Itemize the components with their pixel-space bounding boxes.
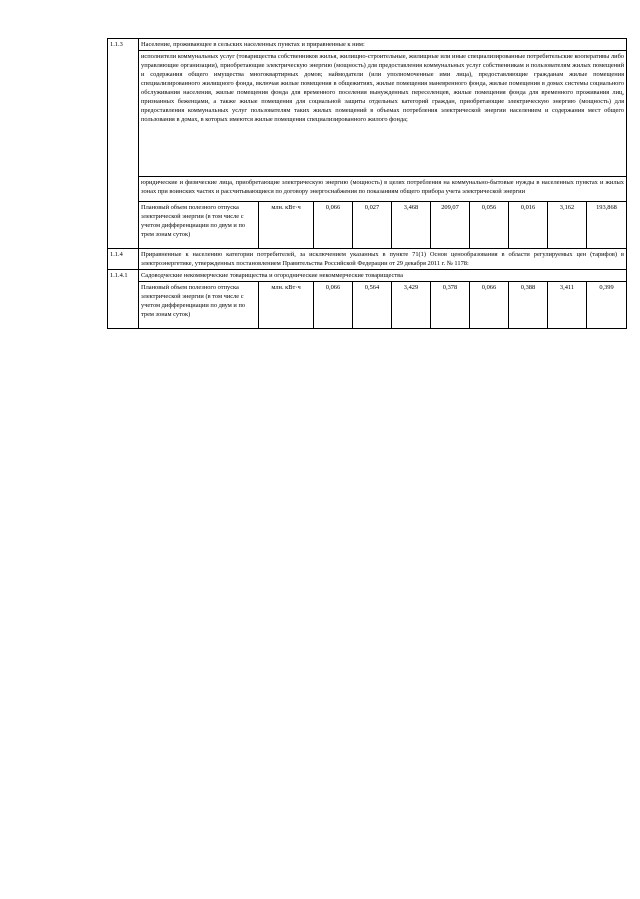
- value-cell: 0,388: [509, 282, 548, 329]
- row-number: 1.1.4: [108, 249, 139, 270]
- value-cell: 0,016: [509, 202, 548, 249]
- value-cell: 0,027: [353, 202, 392, 249]
- value-cell: 0,056: [470, 202, 509, 249]
- value-cell: 0,378: [431, 282, 470, 329]
- section-heading: Садоводческие некоммерческие товарищества и огороднические некоммерческие товарищества: [139, 270, 627, 282]
- value-cell: 3,411: [548, 282, 587, 329]
- table-row: [108, 249, 627, 270]
- table-row: [108, 202, 627, 249]
- value-cell: 3,468: [392, 202, 431, 249]
- table-row: [108, 39, 627, 51]
- section-description: юридические и физические лица, приобретающие электрическую энергию (мощность) в целях потребления на коммунально-бытовые нужды в населенных пунктах и жилых зонах при воинских частях и рассчитывающиеся по договору энергоснабжения по показаниям общего прибора учета электрической энергии: [139, 177, 627, 202]
- indicator-label: Плановый объем полезного отпуска электрической энергии (в том числе с учетом дифференциации по двум и по трем зонам суток): [139, 282, 259, 329]
- section-description: исполнители коммунальных услуг (товарищества собственников жилья, жилищно-строительные, жилищные или иные специализированные потребительские кооперативы либо управляющие организации), приобретающие электрическую энергию (мощность) для предоставления коммунальных услуг собственникам и пользователям жилых помещений и содержания общего имущества многоквартирных домов; наймодатели (или уполномоченные ими лица), предоставляющие гражданам жилые помещения специализированного жилищного фонда, включая жилые помещения в общежитиях, жилые помещения маневренного фонда, жилые помещения в домах системы социального обслуживания населения, жилые помещения фонда для временного поселения вынужденных переселенцев, жилые помещения фонда для временного проживания лиц, признанных беженцами, а также жилые помещения для социальной защиты отдельных категорий граждан, приобретающие электрическую энергию (мощность) для предоставления коммунальных услуг пользователям таких жилых помещений в объемах потребления электрической энергии населением и содержания мест общего пользования в домах, в которых имеются жилые помещения специализированного жилого фонда;: [139, 51, 627, 177]
- unit-cell: млн. кВт·ч: [259, 282, 314, 329]
- table-row: [108, 177, 627, 202]
- table-row: [108, 51, 627, 177]
- indicator-label: Плановый объем полезного отпуска электрической энергии (в том числе с учетом дифференциации по двум и по трем зонам суток): [139, 202, 259, 249]
- value-cell: 0,564: [353, 282, 392, 329]
- section-heading: Население, проживающее в сельских населенных пунктах и приравненные к ним:: [139, 39, 627, 51]
- value-cell: 3,429: [392, 282, 431, 329]
- value-cell: 3,162: [548, 202, 587, 249]
- section-heading: Приравненные к населению категории потребителей, за исключением указанных в пункте 71(1) Основ ценообразования в области регулируемых цен (тарифов) в электроэнергетике, утвержденных постановлением Правительства Российской Федерации от 29 декабря 2011 г. № 1178:: [139, 249, 627, 270]
- row-number: 1.1.4.1: [108, 270, 139, 329]
- value-cell: 193,868: [587, 202, 627, 249]
- value-cell: 0,066: [470, 282, 509, 329]
- table-row: [108, 282, 627, 329]
- value-cell: 0,066: [314, 202, 353, 249]
- row-number: 1.1.3: [108, 39, 139, 249]
- value-cell: 209,07: [431, 202, 470, 249]
- table-row: [108, 270, 627, 282]
- tariff-table: [107, 38, 627, 329]
- value-cell: 0,399: [587, 282, 627, 329]
- unit-cell: млн. кВт·ч: [259, 202, 314, 249]
- value-cell: 0,066: [314, 282, 353, 329]
